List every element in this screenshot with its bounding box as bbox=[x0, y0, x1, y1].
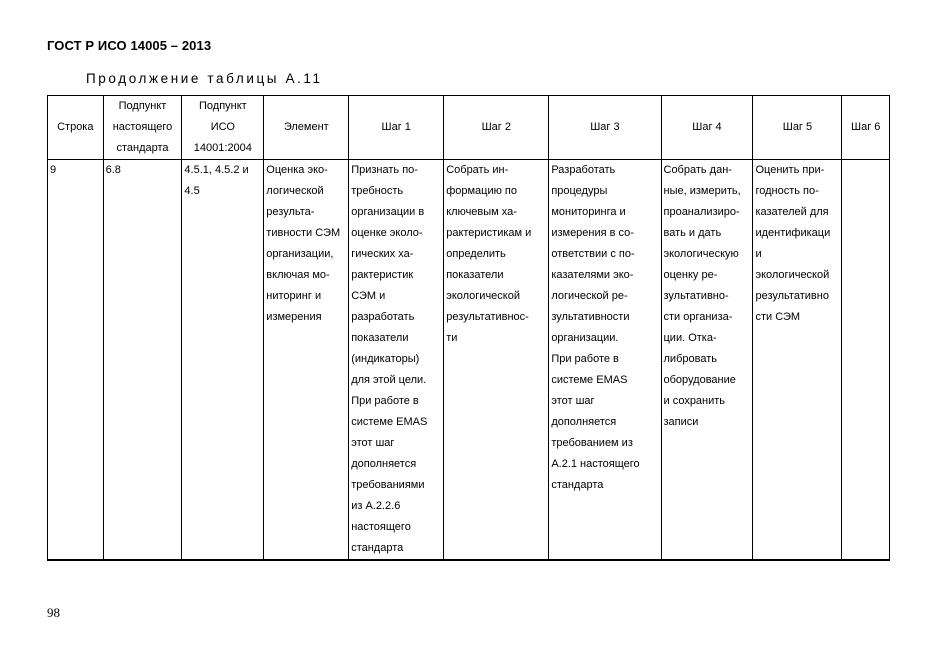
cell-step-4: Собрать дан- ные, измерить, проанализиро- вать и дать экологическую оценку ре- зультативно- сти организа- ции. Отка- либровать оборудование и сохранить записи bbox=[661, 160, 753, 561]
column-header-step-6: Шаг 6 bbox=[842, 96, 890, 160]
cell-subclause-standard: 6.8 bbox=[103, 160, 182, 561]
column-header-step-3: Шаг 3 bbox=[549, 96, 661, 160]
column-header-step-4: Шаг 4 bbox=[661, 96, 753, 160]
document-header: ГОСТ Р ИСО 14005 – 2013 bbox=[47, 38, 212, 53]
page-number: 98 bbox=[47, 605, 60, 620]
cell-step-1: Признать по- требность организации в оценке эколо- гических ха- рактеристик СЭМ и разработать показатели (индикаторы) для этой цели. При работе в системе EMAS этот шаг дополняется требованиями из А.2.2.6 настоящего стандарта bbox=[349, 160, 444, 561]
table-header-row bbox=[48, 96, 890, 160]
cell-step-2: Собрать ин- формацию по ключевым ха- рактеристикам и определить показатели экологической результативнос- ти bbox=[444, 160, 549, 561]
cell-step-5: Оценить при- годность по- казателей для идентификаци и экологической результативно сти СЭМ bbox=[753, 160, 842, 561]
table-row bbox=[48, 160, 890, 561]
table-caption: Продолжение таблицы А.11 bbox=[86, 71, 323, 86]
column-header-subclause-iso: Подпункт ИСО 14001:2004 bbox=[182, 96, 264, 160]
data-table bbox=[47, 95, 890, 561]
column-header-step-1: Шаг 1 bbox=[349, 96, 444, 160]
cell-step-3: Разработать процедуры мониторинга и измерения в со- ответствии с по- казателями эко- логической ре- зультативности организации. При работе в системе EMAS этот шаг дополняется требованием из А.2.1 настоящего стандарта bbox=[549, 160, 661, 561]
cell-element: Оценка эко- логической результа- тивности СЭМ организации, включая мо- ниторинг и измерения bbox=[264, 160, 349, 561]
column-header-row-number: Строка bbox=[48, 96, 104, 160]
column-header-step-5: Шаг 5 bbox=[753, 96, 842, 160]
column-header-step-2: Шаг 2 bbox=[444, 96, 549, 160]
cell-step-6 bbox=[842, 160, 890, 561]
column-header-element: Элемент bbox=[264, 96, 349, 160]
column-header-subclause-standard: Подпункт настоящего стандарта bbox=[103, 96, 182, 160]
cell-subclause-iso: 4.5.1, 4.5.2 и 4.5 bbox=[182, 160, 264, 561]
cell-row-number: 9 bbox=[48, 160, 104, 561]
